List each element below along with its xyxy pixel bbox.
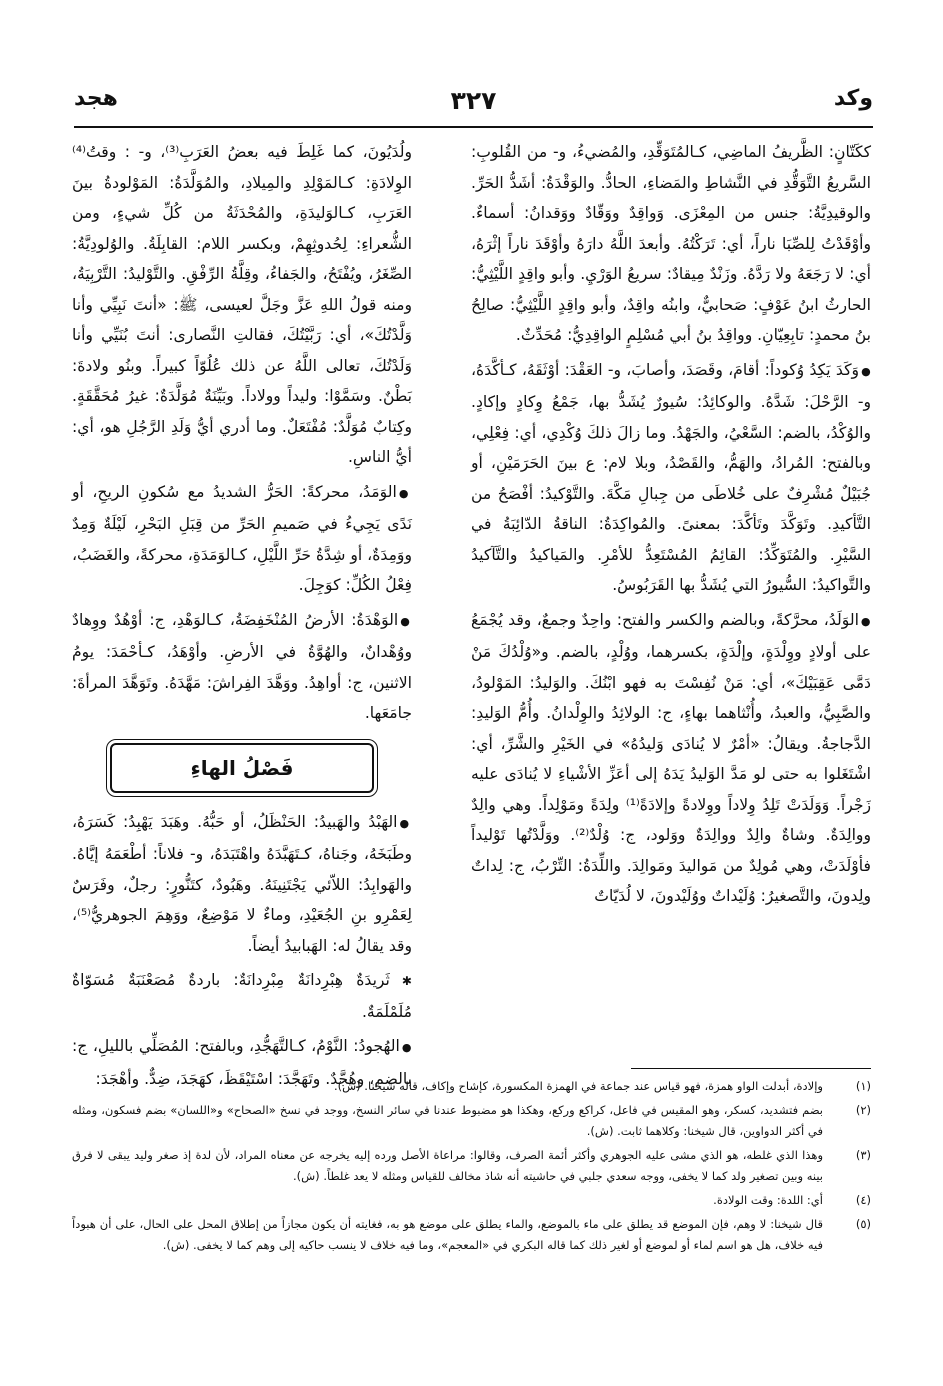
footnote-text: بضم فتشديد، كسكر، وهو المقيس في فاعل، كراكع وركع، وهكذا هو مضبوط عندنا في سائر النسخ، ووجد في نسخ «الصحاح» و«اللسان» بضم فسكون، ومثله في أكثر الدواوين، قال شيخنا: وكلاهما ثابت. (ش).: [72, 1103, 823, 1138]
page-number: ٣٢٧: [450, 86, 497, 115]
footnote-text: وهذا الذي غلطه، هو الذي مشى عليه الجوهري وأكثر أئمة الصرف، وقالوا: مراعاة الأصل ورده إليه يخرجه عن معناه المراد، لأن لدة إذ صغر وليد يبقى لا فرق بينه وبين تصغير ولد كما لا يخفى، ووجه سعدي جلبي في حاشيته أنه شاذ مخالف للقياس ومثله لا يعد غلطاً. (ش).: [72, 1148, 823, 1183]
footnote-text: قال شيخنا: لا وهم، فإن الموضع قد يطلق على ماء بالموضع، والماء يطلق على موضع هو به، فغايته أن يكون مجازاً من إطلاق المحل على الحال، على أن هبوداً فيه خلاف، هل هو اسم لماء أو لموضع أو لغير ذلك كما قاله البكري في «المعجم»، وما فيه خلاف لا ينسب حاكيه إلى وهم كما لا يخفى. (ش).: [72, 1217, 823, 1252]
footnote-number: (٥): [855, 1217, 871, 1231]
footnote: [72, 1190, 871, 1211]
footnote-number: (٢): [855, 1103, 871, 1117]
footnote-text: وإلادة، أبدلت الواو همزة، فهو قياس عند جماعة في الهمزة المكسورة، كإشاح وإكاف، قاله شيخنا. (ش).: [333, 1079, 823, 1093]
footnotes: [72, 1076, 871, 1259]
entry-paragraph: ● الهُجودُ: النَّوْمُ، كـالتَّهَجُّدِ، وبالفتح: المُصَلِّي بالليلِ، ج: بالضم، وهُجَّدٌ. وتَهَجَّدَ: اسْتَيْقَظَ، كهَجَدَ، ضِدٌّ. وأهْجَدَ:: [72, 1031, 412, 1094]
entry-paragraph: ✱ ثَريدَةٌ هِبْرِدانَةٌ مِبْرِدانَةٌ: باردةٌ مُصَعْنَبَةٌ مُسَوّاةٌ مُلَمْلَمَةٌ.: [72, 965, 412, 1027]
footnote-number: (٣): [855, 1148, 871, 1162]
footnote-divider: [631, 1068, 871, 1069]
entry-paragraph: ● الوَمَدُ، محركةً: الحَرُّ الشديدُ مع سُكونِ الريحِ، أو نَدًى يَجِيءُ في صَميمِ الحَرِّ من قِبَلِ البَحْرِ، لَيْلَةٌ وَمِدٌ ووَمِدَةٌ، أو شِدَّةُ حَرِّ اللَّيْلِ، كـالوَمَدَةِ، محركةً، والغَضَبُ، فِعْلُ الكُلِّ: كوَجِلَ.: [72, 477, 412, 601]
left-column: [72, 137, 412, 1088]
right-column: [471, 137, 871, 1047]
footnote-number: (٤): [855, 1193, 871, 1207]
entry-paragraph: ولُدَيُونَ، كما غَلِطَ فيه بعضُ العَرَبِ⁽³⁾، و- : وقتُ⁽⁴⁾ الوِلادَةِ: كـالمَوْلِدِ والمِيلادِ، والمُوَلَّدَةُ: المَوْلودةُ بينَ العَرَبِ، كـالوَليدَةِ، والمُحْدَثَةُ من كُلِّ شيءٍ، ومن الشُّعراءِ: لِحُدوثِهِمْ، وبكسر اللام: القابِلَةُ. والوُلودِيَّةُ: الصِّغَرُ، ويُفْتَحُ، والجَفاءُ، وقِلَّةُ الرِّفْقِ. والتَّوْليدُ: التَّرْبِيَةُ، ومنه قولُ اللهِ عَزَّ وجَلَّ لعيسى، ﷺ: «أنتَ نَبِيِّي وأنا وَلَّدْتُكَ»، أي: رَبَّيْتُكَ، فقالتِ النَّصارى: أنتَ بُنَيِّي وأنا وَلَدْتُكَ، تعالى اللَّهُ عن ذلك عُلُوّاً كبيراً. وبنُو ولادةَ: بَطْنٌ. وسَمَّوْا: وليداً وولاداً. وبَيِّنَةٌ مُوَلَّدَةٌ: غيرُ مُحَقَّقَةٍ. وكِتابٌ مُوَلَّدٌ: مُفْتَعَلٌ. وما أدري أيُّ وَلَدِ الرَّجُلِ هو، أي: أيُّ الناسِ.: [72, 143, 412, 466]
entry-paragraph: ● الوَلَدُ، محرَّكةً، وبالضم والكسر والفتح: واحِدٌ وجمعٌ، وقد يُجْمَعُ على أولادٍ ووِلْدَةٍ، وإلْدَةٍ، بكسرهما، ووُلْدٍ، بالضم. و«وُلْدُكَ مَنْ دَمَّى عَقِبَيْكَ»، أي: مَنْ نُفِسْتَ به فهو ابْنُكَ. والوَليدُ: المَوْلودُ، والصَّبِيُّ، والعبدُ، وأُنْثاهما بهاءٍ، ج: الولائِدُ والوِلْدانُ. وأُمُّ الوَليدِ: الدَّجاجةُ. ويقالُ: «أمْرٌ لا يُنادَى وَليدُهُ» في الخَيْرِ والشَّرِّ، أي: اشْتَغَلوا به حتى لو مَدَّ الوَليدُ يَدَهُ إلى أعَزِّ الأشْياءِ لا يُنادَى عليه زَجْراً. وَوَلَدَتْ تَلِدُ وِلاداً ووِلادةً وإلادَةً⁽¹⁾ ولِدَةً ومَوْلِداً. وهي والِدٌ ووالِدَةٌ. وشاةٌ والِدٌ ووالِدَةٌ ووَلود، ج: وُلْدٌ⁽²⁾. ووَلَّدْتُها تَوْليداً فأوْلَدَتْ، وهي مُولِدٌ من مَواليدَ ومَوالِدَ. واللِّدَةُ: التِّرْبُ، ج: لِداتٌ ولِدونَ، والتَّصغيرُ: وُلَيْداتٌ ووُلَيْدونَ، لا لُدَيّاتٌ: [471, 605, 871, 912]
entry-paragraph: ● الهَبْدُ والهَبيدُ: الحَنْظَلُ، أو حَبُّهُ. وهَبَدَ يَهْبِدُ: كَسَرَهُ، وطَبَخَهُ، وجَناهُ، كـتَهَبَّدَهُ واهْتَبَدَهُ، و- فلاناً: أطْعَمَهُ إيَّاهُ. والهَوابِدُ: اللاّئي يَجْتَنِينَهُ. وهَبُودٌ، كتَنُّورٍ: رجلٌ، وفَرَسٌ لِعَمْرِو بنِ الجُعَيْدِ، وماءٌ لا مَوْضِعٌ، ووَهِمَ الجوهريُّ⁽⁵⁾، وقد يقالُ له: الهَبابيدُ أيضاً.: [72, 807, 412, 962]
entry-paragraph: ككَتّانٍ: الظَّريفُ الماضِي، كـالمُتَوَقِّدِ، والمُضيءُ، و- من القُلوبِ: السَّريعُ التَّوَقُّدِ في النَّشاطِ والمَضاءِ، الحادُّ. والوَقْدَةُ: أشَدُّ الحَرِّ. والوقيدِيَّةُ: جنس من المِعْزَى. وَواقِدٌ ووَقّادٌ ووَقدانُ: أسماءٌ. وأوْقَدْتُ لِلصِّبَا ناراً، أي: تَرَكْتُهُ. وأبعدَ اللَّهُ دارَهُ وأوْقَدَ ناراً إثْرَهُ، أي: لا رَجَعَهُ ولا رَدَّهُ. وزَنْدٌ مِيقادٌ: سريعُ الوَرْيِ. وأبو واقِدٍ اللَّيْثِيُّ: الحارثُ ابنُ عَوْفٍ: صَحابيٌّ، وابنُه واقِدٌ، وأبو واقِدٍ اللَّيْثِيُّ: صالِحُ بنُ محمدٍ: تابِعِيّانِ. وواقِدُ بنُ أبي مُسْلِمٍ الواقِدِيُّ: مُحَدِّثٌ.: [471, 143, 871, 344]
footnote: [72, 1214, 871, 1256]
footnote: [72, 1100, 871, 1142]
entry-paragraph: ● وَكَدَ يَكِدُ وُكوداً: أقامَ، وقَصَدَ، وأصابَ، و- العَقْدَ: أوْثَقَهُ، كـأكَّدَهُ، و- الرَّحْلَ: شَدَّهُ. والوكائِدُ: سُيورٌ يُشَدُّ بها، جَمْعُ وِكادٍ وإكادٍ. والوُكْدُ، بالضم: السَّعْيُ، والجَهْدُ. وما زالَ ذلكَ وُكْدِي، أي: فِعْلِي، وبالفتح: المُرادُ، والهَمُّ، والقَصْدُ، وبلا لام: ع بينَ الحَرَمَيْنِ، أو جُبَيْلٌ مُشْرِفٌ على خُلاطَى من جِبالِ مَكَّةَ. والتَّوْكيدُ: أفْصَحُ من التَّأكيدِ. وتَوَكَّدَ وتَأكَّدَ: بمعنىً. والمُواكِدَةُ: الناقةُ الدّائِبَةُ في السَّيْرِ. والمُتَوَكِّدُ: القائِمُ المُسْتَعِدُّ للأمْرِ. والمَياكيدُ والتَّآكيدُ والتَّواكيدُ: السُّيورُ التي يُشَدُّ بها القَرَبُوسُ.: [471, 355, 871, 601]
footnote-text: أي: اللدة: وقت الولادة.: [713, 1193, 823, 1207]
header-left-keyword: هجد: [74, 86, 118, 111]
section-heading: فَصْلُ الهاءِ: [110, 743, 374, 793]
entry-paragraph: ● الوَهْدَةُ: الأرضُ المُنْخَفِضَةُ، كـالوَهْدِ، ج: أوْهُدٌ ووِهادٌ ووُهْدانٌ، والهُوَّةُ في الأرضِ. وأوْهَدُ، كـأحْمَدَ: يومُ الاثنين، ج: أواهِدُ. ووَهَّدَ الفِراشَ: مَهَّدَهُ. وتَوَهَّدَ المرأةَ: جامَعَها.: [72, 605, 412, 729]
footnote: [72, 1076, 871, 1097]
footnote-number: (١): [855, 1079, 871, 1093]
footnote: [72, 1145, 871, 1187]
page-header: [74, 86, 873, 128]
header-right-keyword: وكد: [833, 86, 873, 111]
